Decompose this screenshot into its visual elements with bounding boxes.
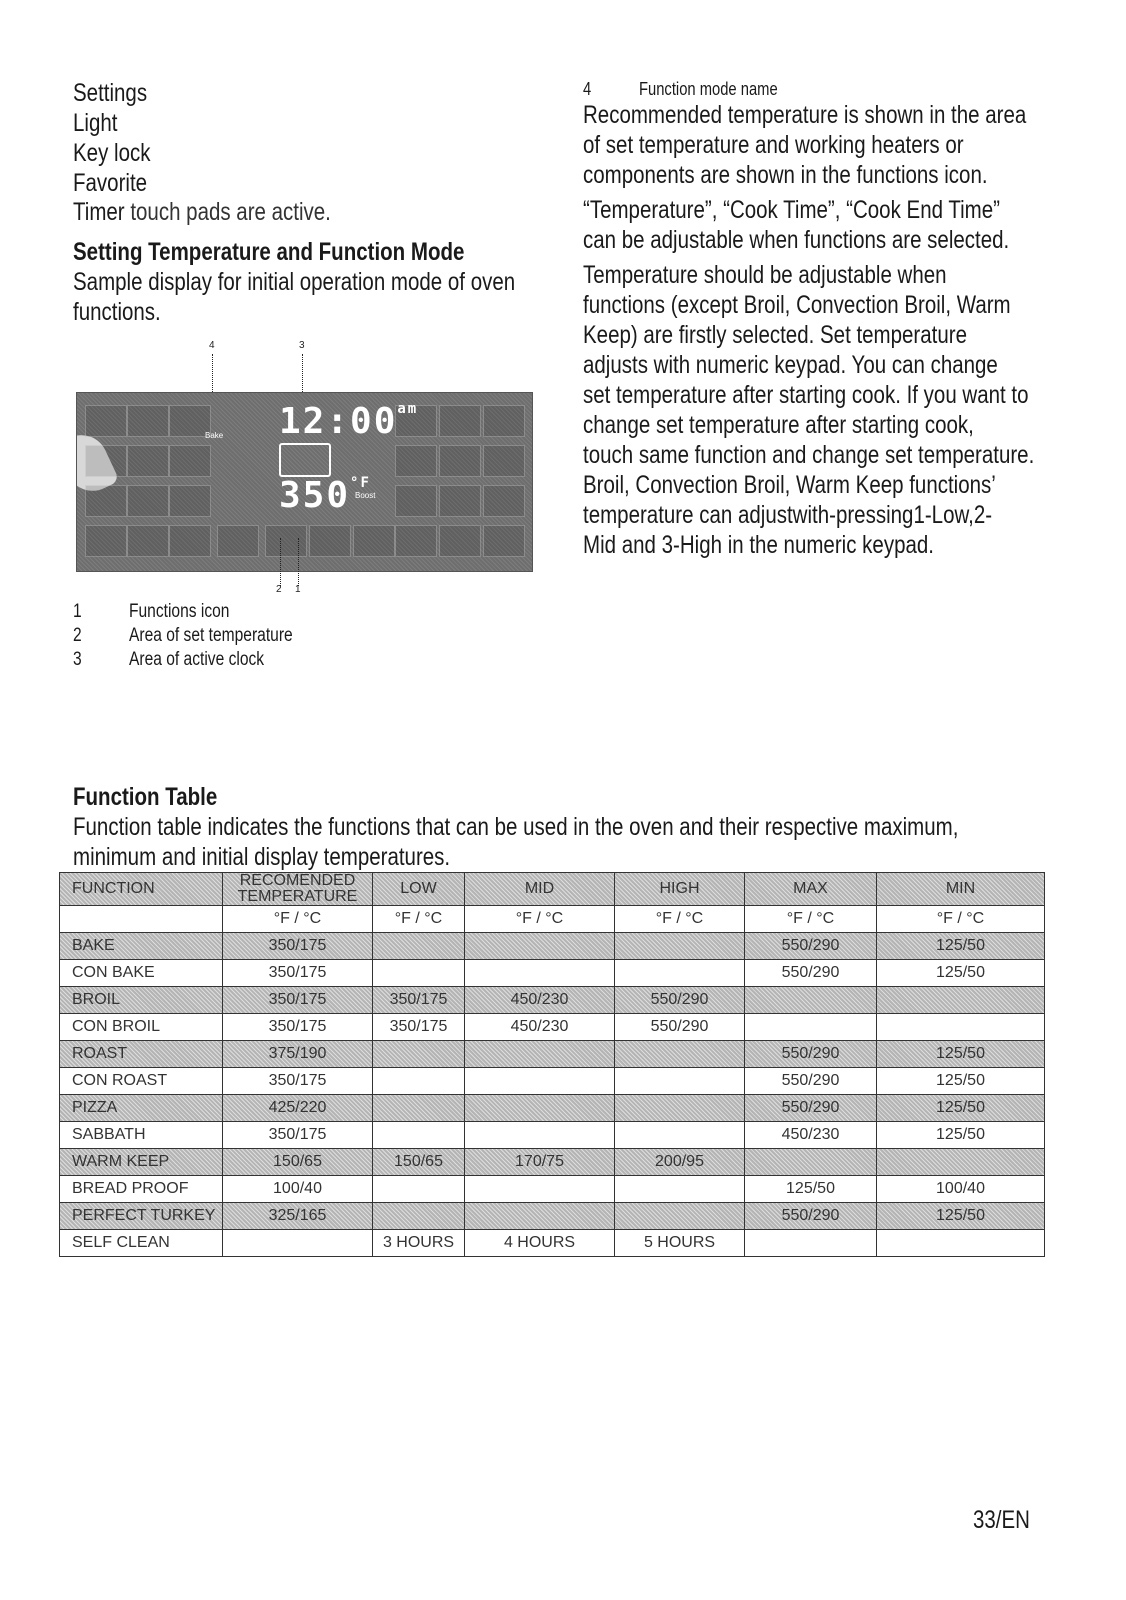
panel-button [353, 525, 395, 557]
function-table-title: Function Table [73, 783, 218, 811]
paragraph-line: components are shown in the functions icon. [583, 161, 988, 189]
paragraph-line: functions (except Broil, Convection Broil, Warm [583, 291, 1011, 319]
temperature-cell: 150/65 [373, 1149, 465, 1176]
callout-2: 2 [276, 584, 282, 595]
panel-button [127, 445, 169, 477]
table-row [60, 1203, 1045, 1230]
temperature-value: 350 [279, 475, 351, 516]
temperature-cell: 5 HOURS [615, 1230, 745, 1257]
temperature-unit: °F [350, 475, 371, 491]
temperature-cell: 550/290 [745, 1095, 877, 1122]
function-name-cell: WARM KEEP [60, 1149, 223, 1176]
temperature-cell: 350/175 [223, 987, 373, 1014]
paragraph-line: Mid and 3-High in the numeric keypad. [583, 531, 934, 559]
table-units-row [60, 906, 1045, 933]
section-heading: Setting Temperature and Function Mode [73, 238, 465, 266]
temperature-cell: 550/290 [745, 960, 877, 987]
units-cell: °F / °C [373, 906, 465, 933]
keypad-button [439, 525, 481, 557]
temperature-cell: 100/40 [223, 1176, 373, 1203]
panel-button [127, 405, 169, 437]
clock-value: 12:00 [279, 401, 398, 442]
keypad-button [439, 405, 481, 437]
temperature-cell [373, 1041, 465, 1068]
oven-display-panel [76, 392, 533, 572]
temperature-cell [615, 1176, 745, 1203]
temperature-cell: 4 HOURS [465, 1230, 615, 1257]
temperature-cell: 375/190 [223, 1041, 373, 1068]
temperature-cell [465, 1122, 615, 1149]
function-name-cell: CON ROAST [60, 1068, 223, 1095]
temperature-cell [877, 987, 1045, 1014]
function-name-cell: CON BAKE [60, 960, 223, 987]
panel-button [265, 525, 307, 557]
units-cell: °F / °C [465, 906, 615, 933]
paragraph-line: Recommended temperature is shown in the area [583, 101, 1027, 129]
keypad-button [395, 445, 437, 477]
function-name-cell: SELF CLEAN [60, 1230, 223, 1257]
paragraph-line: temperature can adjustwith-pressing1-Low,2- [583, 501, 993, 529]
temperature-cell [465, 1176, 615, 1203]
temperature-cell [615, 1068, 745, 1095]
clock-unit: am [397, 401, 419, 417]
function-name-cell: BREAD PROOF [60, 1176, 223, 1203]
panel-button [169, 525, 211, 557]
temperature-cell: 125/50 [877, 960, 1045, 987]
temperature-cell: 550/290 [745, 1203, 877, 1230]
table-row [60, 1041, 1045, 1068]
paragraph-line: “Temperature”, “Cook Time”, “Cook End Time” [583, 196, 1000, 224]
paragraph-line: Broil, Convection Broil, Warm Keep functions’ [583, 471, 996, 499]
keypad-button [395, 485, 437, 517]
table-row [60, 933, 1045, 960]
temperature-cell: 170/75 [465, 1149, 615, 1176]
header-cell: MID [465, 873, 615, 906]
table-row [60, 1149, 1045, 1176]
temperature-cell [373, 933, 465, 960]
temperature-cell: 3 HOURS [373, 1230, 465, 1257]
units-cell: °F / °C [745, 906, 877, 933]
description-line: minimum and initial display temperatures. [73, 843, 451, 871]
legend-label: Functions icon [129, 601, 230, 622]
temperature-cell: 125/50 [877, 1203, 1045, 1230]
function-name-cell: BAKE [60, 933, 223, 960]
table-row [60, 987, 1045, 1014]
temperature-cell [465, 1041, 615, 1068]
left-column [73, 78, 543, 327]
function-name-cell: BROIL [60, 987, 223, 1014]
panel-button [85, 405, 127, 437]
keypad-button [483, 405, 525, 437]
callout-4: 4 [209, 340, 215, 351]
legend-item-4 [583, 78, 1063, 100]
temperature-cell: 550/290 [615, 1014, 745, 1041]
function-mode-name: Bake [205, 431, 224, 440]
menu-item-light: Light [73, 109, 118, 137]
temperature-cell [745, 987, 877, 1014]
section-text-line-1: Sample display for initial operation mode of oven [73, 268, 516, 296]
paragraph-line: set temperature after starting cook. If you want to [583, 381, 1029, 409]
table-row [60, 1068, 1045, 1095]
temperature-cell [465, 933, 615, 960]
paragraph-line: can be adjustable when functions are selected. [583, 226, 1010, 254]
timer-label: Timer [73, 198, 125, 226]
paragraph-line: change set temperature after starting cook, [583, 411, 974, 439]
function-name-cell: CON BROIL [60, 1014, 223, 1041]
panel-button [85, 525, 127, 557]
legend-label: Function mode name [639, 78, 778, 99]
temperature-cell: 125/50 [745, 1176, 877, 1203]
temperature-cell [615, 960, 745, 987]
timer-rest-text: touch pads are active. [124, 198, 331, 226]
temperature-cell: 325/165 [223, 1203, 373, 1230]
paragraph-line: adjusts with numeric keypad. You can change [583, 351, 998, 379]
temperature-cell [745, 1149, 877, 1176]
temperature-cell: 450/230 [465, 1014, 615, 1041]
header-cell: HIGH [615, 873, 745, 906]
keypad-button [439, 445, 481, 477]
temperature-cell [465, 1095, 615, 1122]
temperature-cell: 350/175 [223, 1068, 373, 1095]
panel-button [127, 525, 169, 557]
temperature-cell: 350/175 [223, 1122, 373, 1149]
active-clock [279, 401, 418, 442]
panel-button [85, 445, 127, 477]
header-cell: LOW [373, 873, 465, 906]
temperature-cell [465, 1203, 615, 1230]
temperature-cell [373, 1068, 465, 1095]
callout-3: 3 [299, 340, 305, 351]
legend-number: 4 [583, 78, 592, 99]
temperature-cell: 150/65 [223, 1149, 373, 1176]
legend-label: Area of active clock [129, 649, 265, 670]
temperature-cell [745, 1014, 877, 1041]
panel-button [169, 485, 211, 517]
header-cell: FUNCTION [60, 873, 223, 906]
function-table-description [73, 812, 1126, 872]
function-name-cell: PIZZA [60, 1095, 223, 1122]
keypad-button [483, 485, 525, 517]
temperature-cell [877, 1230, 1045, 1257]
temperature-cell [223, 1230, 373, 1257]
menu-item-favorite: Favorite [73, 169, 148, 197]
functions-icon [279, 443, 331, 477]
callout-line-1 [298, 538, 299, 586]
temperature-cell: 350/175 [223, 933, 373, 960]
header-cell: MAX [745, 873, 877, 906]
temperature-cell [373, 1203, 465, 1230]
units-cell [60, 906, 223, 933]
paragraph-line: of set temperature and working heaters or [583, 131, 964, 159]
legend-number: 3 [73, 649, 82, 670]
legend-label: Area of set temperature [129, 625, 293, 646]
temperature-cell [373, 960, 465, 987]
menu-item-settings: Settings [73, 79, 148, 107]
temperature-cell [615, 1203, 745, 1230]
temperature-cell [615, 1122, 745, 1149]
temperature-cell [465, 1068, 615, 1095]
panel-button [169, 445, 211, 477]
temperature-cell: 100/40 [877, 1176, 1045, 1203]
temperature-cell [615, 1041, 745, 1068]
legend-number: 2 [73, 625, 82, 646]
panel-legend [73, 600, 329, 672]
callout-line-2 [280, 538, 281, 586]
table-body [60, 933, 1045, 1257]
temperature-cell: 450/230 [465, 987, 615, 1014]
table-row [60, 1230, 1045, 1257]
control-panel-illustration [76, 340, 531, 600]
legend-number: 1 [73, 601, 82, 622]
table-header-row [60, 873, 1045, 906]
paragraph-line: touch same function and change set temperature. [583, 441, 1035, 469]
temperature-cell: 125/50 [877, 1068, 1045, 1095]
right-column [583, 78, 1063, 560]
temperature-cell: 550/290 [745, 1041, 877, 1068]
panel-button [309, 525, 351, 557]
function-name-cell: SABBATH [60, 1122, 223, 1149]
timer-line [73, 198, 458, 227]
description-line: Function table indicates the functions that can be used in the oven and their respective maximum, [73, 813, 959, 841]
panel-button [217, 525, 259, 557]
temperature-cell: 125/50 [877, 1095, 1045, 1122]
temperature-cell [373, 1122, 465, 1149]
temperature-cell [745, 1230, 877, 1257]
temperature-cell: 125/50 [877, 1041, 1045, 1068]
temperature-cell: 125/50 [877, 933, 1045, 960]
function-name-cell: ROAST [60, 1041, 223, 1068]
header-cell: RECOMENDED TEMPERATURE [223, 873, 373, 906]
temperature-cell: 350/175 [373, 987, 465, 1014]
units-cell: °F / °C [223, 906, 373, 933]
temperature-cell [465, 960, 615, 987]
units-cell: °F / °C [877, 906, 1045, 933]
temperature-cell [877, 1014, 1045, 1041]
legend-item [73, 624, 329, 648]
temperature-cell: 550/290 [745, 933, 877, 960]
menu-item-key-lock: Key lock [73, 139, 151, 167]
temperature-cell: 450/230 [745, 1122, 877, 1149]
temperature-cell: 550/290 [745, 1068, 877, 1095]
keypad-button [395, 525, 437, 557]
units-cell: °F / °C [615, 906, 745, 933]
temperature-cell [877, 1149, 1045, 1176]
temperature-cell: 125/50 [877, 1122, 1045, 1149]
temperature-cell: 350/175 [223, 1014, 373, 1041]
boost-label: Boost [355, 491, 376, 500]
table-row [60, 1095, 1045, 1122]
legend-item [73, 648, 329, 672]
page-number: 33/EN [973, 1506, 1030, 1534]
keypad-button [483, 445, 525, 477]
paragraph-line: Temperature should be adjustable when [583, 261, 947, 289]
function-table [59, 872, 1045, 1257]
panel-button [85, 485, 127, 517]
temperature-cell [615, 933, 745, 960]
temperature-cell: 350/175 [223, 960, 373, 987]
function-name-cell: PERFECT TURKEY [60, 1203, 223, 1230]
temperature-cell: 350/175 [373, 1014, 465, 1041]
table-row [60, 960, 1045, 987]
temperature-cell: 425/220 [223, 1095, 373, 1122]
temperature-cell: 200/95 [615, 1149, 745, 1176]
table-row [60, 1176, 1045, 1203]
temperature-cell [615, 1095, 745, 1122]
keypad-button [483, 525, 525, 557]
temperature-cell [373, 1176, 465, 1203]
callout-1: 1 [295, 584, 301, 595]
panel-button [127, 485, 169, 517]
paragraph-line: Keep) are firstly selected. Set temperature [583, 321, 967, 349]
legend-item [73, 600, 329, 624]
table-row [60, 1122, 1045, 1149]
section-text-line-2: functions. [73, 298, 161, 326]
temperature-cell: 550/290 [615, 987, 745, 1014]
table-row [60, 1014, 1045, 1041]
temperature-cell [373, 1095, 465, 1122]
header-cell: MIN [877, 873, 1045, 906]
keypad-button [439, 485, 481, 517]
